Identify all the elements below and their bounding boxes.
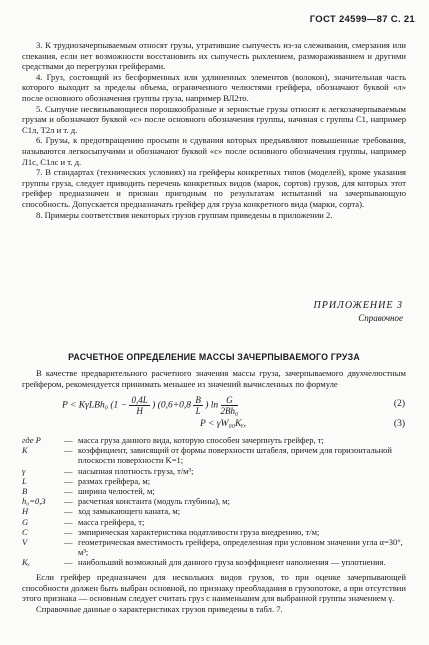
formula-eq-3: P < γW₀₀Kᵧ, bbox=[200, 419, 246, 429]
definition-text: масса грейфера, т; bbox=[78, 516, 145, 527]
definition-text: эмпирическая характеристика податливости груза внедрению, т/м; bbox=[78, 526, 320, 537]
definition-item bbox=[22, 435, 412, 445]
definition-symbol: h₀=0,3 bbox=[22, 496, 46, 507]
page-header: ГОСТ 24599—87 С. 21 bbox=[309, 14, 415, 25]
definition-dash: — bbox=[64, 526, 73, 537]
definition-text: насыпная плотность груза, т/м³; bbox=[78, 465, 194, 476]
definition-symbol: C bbox=[22, 526, 28, 537]
definition-item bbox=[22, 557, 412, 567]
section-title: РАСЧЕТНОЕ ОПРЕДЕЛЕНИЕ МАССЫ ЗАЧЕРПЫВАЕМОГО ГРУЗА bbox=[68, 352, 360, 362]
definition-item bbox=[22, 537, 412, 557]
definitions-list bbox=[22, 435, 412, 568]
definition-item bbox=[22, 517, 412, 527]
paragraph-6: 6. Грузы, к предотвращению просыпи и сдувания которых предъявляют повышенные требования, называются легкосыпучими и обозначают буквой «с» после основного обозначения группы, например Л1с, С1лс и т. д. bbox=[22, 135, 406, 167]
definition-item bbox=[22, 476, 412, 486]
definition-item bbox=[22, 527, 412, 537]
definition-dash: — bbox=[64, 557, 73, 568]
definition-symbol: γ bbox=[22, 465, 26, 476]
definition-dash: — bbox=[64, 445, 73, 456]
definition-symbol: Kᵧ bbox=[22, 557, 30, 568]
definition-text: размах грейфера, м; bbox=[78, 475, 151, 486]
appendix-label bbox=[314, 299, 404, 325]
intro-paragraph: В качестве предварительного расчетного значения массы груза, зачерпываемого двухчелюстным грейфером, рекомендуется принимать меньшее из значений вычисленных по формуле bbox=[22, 368, 406, 389]
intro-text bbox=[22, 368, 406, 389]
definition-dash: — bbox=[64, 475, 73, 486]
formula-fraction-3-denominator: 2Bh₀ bbox=[220, 406, 239, 416]
tail-paragraph-2: Справочные данные о характеристиках грузов приведены в табл. 7. bbox=[36, 603, 283, 614]
appendix-subtitle: Справочное bbox=[358, 313, 403, 323]
definition-symbol: V bbox=[22, 537, 28, 548]
paragraph-3: 3. К трудиозачерпываемым относят грузы, утратившие сыпучесть из-за слеживания, смерзания или спекания, если нет возможности восстановить их сыпучесть рыхлением, размораживанием и другими средствами до перегрузки грейферами. bbox=[22, 40, 406, 72]
formula-fraction-1-denominator: H bbox=[136, 406, 143, 416]
definition-symbol: L bbox=[22, 475, 27, 486]
formula-paren-close: ) bbox=[149, 400, 158, 411]
definition-symbol: H bbox=[22, 506, 29, 517]
definition-item bbox=[22, 445, 412, 465]
formula-fraction-3 bbox=[221, 395, 239, 416]
formula-lead: P < KγLBh₀ bbox=[62, 400, 109, 411]
definition-dash: — bbox=[64, 486, 73, 497]
tail-paragraph-1: Если грейфер предназначен для нескольких видов грузов, то при оценке зачерпывающей способности должен быть выбран основной, по признаку преобладания в грузопотоке, а при отсутствии этого признака — основным следует считать груз с наименьшим для выбранной группы значением γ. bbox=[22, 572, 406, 604]
definition-symbol: G bbox=[22, 516, 29, 527]
paragraph-4: 4. Груз, состоящий из бесформенных или удлиненных элементов (волокон), значительная часть которого выходит за пределы объема, ограниченного челюстями грейфера, обозначают буквой «л» после основного обозначения группы груза, например ВЛ2то. bbox=[22, 71, 406, 103]
definition-dash: — bbox=[64, 435, 73, 445]
formula-middle: (0,6+0,8 bbox=[157, 400, 194, 411]
body-text bbox=[22, 40, 406, 220]
definition-dash: — bbox=[64, 465, 73, 476]
formula-number-3: (3) bbox=[393, 419, 405, 429]
definition-text: геометрическая вместимость грейфера, определенная при условном значении угла α=30°, м³; bbox=[78, 537, 403, 558]
definition-text: ход замыкающего каната, м; bbox=[78, 506, 181, 517]
formula-fraction-2-denominator: L bbox=[195, 406, 201, 416]
formula-fraction-2 bbox=[193, 395, 203, 416]
tail-text bbox=[22, 572, 406, 614]
definition-symbol: K bbox=[22, 445, 28, 456]
formula-fraction-3-numerator: G bbox=[221, 395, 239, 406]
paragraph-5: 5. Сыпучие несвязывающиеся порошкообразные и зернистые грузы относят к легкозачерпываемым грузам и обозначают буквой «с» после основного обозначения группы, начиная с группы С1, например С1л, Т2л и т. д. bbox=[22, 103, 406, 135]
definition-text: ширина челюстей, м; bbox=[78, 486, 155, 497]
definition-symbol: B bbox=[22, 486, 28, 497]
definition-text: расчетная константа (модуль глубины), м; bbox=[78, 496, 230, 507]
definition-dash: — bbox=[64, 496, 73, 507]
formula-log: ln bbox=[210, 400, 221, 411]
definition-item bbox=[22, 496, 412, 506]
formula-paren-open: (1 − bbox=[110, 400, 130, 411]
paragraph-8: 8. Примеры соответствия некоторых грузов группам приведены в приложении 2. bbox=[36, 209, 333, 220]
definition-item bbox=[22, 486, 412, 496]
paragraph-7: 7. В стандартах (технических условиях) на грейферы конкретных типов (моделей), кроме указания группы груза, следует приводить перечень конкретных видов (марок, сортов) грузов, для которых этот грейфер предназначен и признан пригодным по результатам испытаний на зачерпывающую способность. Допускается предназначать грейфер для груза конкретного вида (марки, сорта). bbox=[22, 167, 406, 209]
definition-dash: — bbox=[64, 506, 73, 517]
definition-dash: — bbox=[64, 537, 73, 548]
formula-fraction-1 bbox=[129, 395, 149, 416]
formula-fraction-1-numerator: 0,4L bbox=[131, 395, 148, 405]
appendix-title: ПРИЛОЖЕНИЕ 3 bbox=[313, 300, 403, 311]
formula-fraction-2-numerator: B bbox=[195, 395, 201, 405]
definition-text: коэффициент, зависящий от формы поверхности штабеля, причем для горизонтальной плоскости поверхности K=1; bbox=[78, 445, 392, 466]
definition-text: наибольший возможный для данного груза коэффициент наполнения — уплотнения. bbox=[78, 557, 386, 568]
definition-symbol: где P bbox=[22, 435, 41, 445]
formula-number-2: (2) bbox=[393, 399, 405, 409]
formula-middle-close: ) bbox=[202, 400, 211, 411]
definition-text: масса груза данного вида, которую способен зачерпнуть грейфер, т; bbox=[78, 435, 324, 445]
definition-dash: — bbox=[64, 516, 73, 527]
formula-eq-2 bbox=[62, 395, 238, 416]
definition-item bbox=[22, 466, 412, 476]
definition-item bbox=[22, 506, 412, 516]
